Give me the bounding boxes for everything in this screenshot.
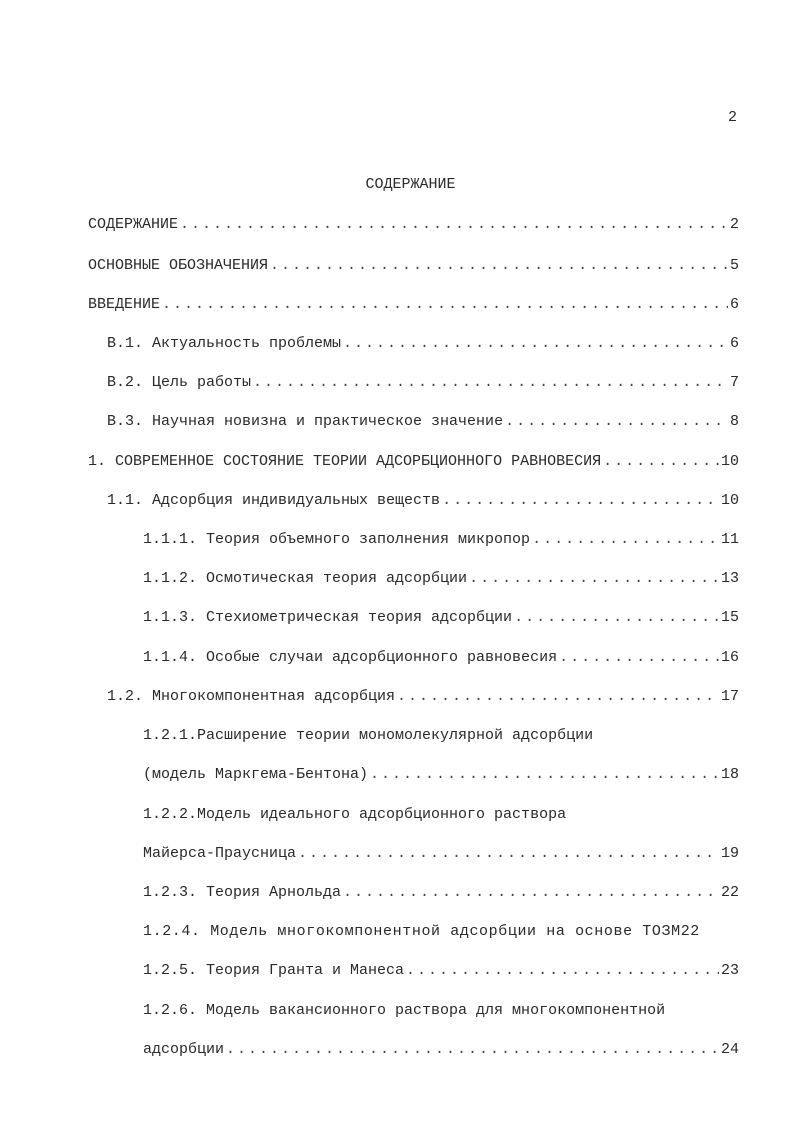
toc-entry-page: 19 bbox=[720, 845, 739, 862]
toc-entry-text: В.3. Научная новизна и практическое значение bbox=[107, 413, 504, 430]
toc-entry-text: 1.2.5. Теория Гранта и Манеса bbox=[143, 962, 405, 979]
toc-entry-page: 7 bbox=[729, 374, 739, 391]
toc-entry-page: 2 bbox=[729, 216, 739, 233]
toc-entry-text: 1.1.4. Особые случаи адсорбционного равновесия bbox=[143, 649, 558, 666]
toc-entry-page: 22 bbox=[680, 923, 700, 940]
toc-entry-text: ВВЕДЕНИЕ bbox=[88, 296, 161, 313]
toc-entry[interactable] bbox=[143, 530, 739, 550]
toc-entry-text: 1.2.2.Модель идеального адсорбционного раствора bbox=[143, 806, 567, 823]
toc-entry[interactable] bbox=[107, 491, 739, 511]
toc-entry[interactable] bbox=[143, 726, 593, 746]
toc-entry-text: 1.2. Многокомпонентная адсорбция bbox=[107, 688, 396, 705]
toc-entry-text: 1.1. Адсорбция индивидуальных веществ bbox=[107, 492, 441, 509]
toc-leader bbox=[469, 569, 719, 589]
toc-leader bbox=[514, 608, 719, 628]
toc-entry-page: 17 bbox=[720, 688, 739, 705]
toc-leader bbox=[406, 961, 719, 981]
toc-entry-page: 10 bbox=[720, 492, 739, 509]
page-title: СОДЕРЖАНИЕ bbox=[365, 176, 456, 193]
toc-entry[interactable] bbox=[143, 805, 566, 825]
toc-leader bbox=[505, 412, 728, 432]
toc-entry[interactable] bbox=[107, 687, 739, 707]
toc-entry-page: 10 bbox=[720, 453, 739, 470]
toc-entry-page: 13 bbox=[720, 570, 739, 587]
toc-entry-page: 5 bbox=[729, 257, 739, 274]
toc-entry[interactable] bbox=[88, 452, 739, 472]
toc-leader bbox=[270, 256, 728, 276]
toc-entry-text: Майерса-Праусница bbox=[143, 845, 297, 862]
toc-leader bbox=[442, 491, 719, 511]
toc-leader bbox=[180, 215, 728, 235]
toc-entry[interactable] bbox=[88, 256, 739, 276]
toc-entry[interactable] bbox=[143, 765, 739, 785]
toc-entry[interactable] bbox=[143, 1001, 665, 1021]
toc-entry-page: 22 bbox=[720, 884, 739, 901]
toc-leader bbox=[603, 452, 719, 472]
toc-leader bbox=[343, 334, 728, 354]
toc-entry-text: (модель Маркгема-Бентона) bbox=[143, 766, 369, 783]
toc-entry[interactable] bbox=[143, 1040, 739, 1060]
toc-entry[interactable] bbox=[88, 215, 739, 235]
toc-entry-page: 11 bbox=[720, 531, 739, 548]
toc-entry-text: 1.2.6. Модель вакансионного раствора для многокомпонентной bbox=[143, 1002, 666, 1019]
toc-leader bbox=[343, 883, 719, 903]
toc-entry[interactable] bbox=[88, 295, 739, 315]
toc-entry-page: 23 bbox=[720, 962, 739, 979]
toc-entry-text: В.1. Актуальность проблемы bbox=[107, 335, 342, 352]
toc-entry-page: 6 bbox=[729, 296, 739, 313]
toc-leader bbox=[226, 1040, 719, 1060]
toc-entry[interactable] bbox=[143, 922, 700, 942]
toc-entry-text: адсорбции bbox=[143, 1041, 225, 1058]
toc-entry-page: 8 bbox=[729, 413, 739, 430]
toc-entry[interactable] bbox=[143, 883, 739, 903]
toc-entry-text: 1. СОВРЕМЕННОЕ СОСТОЯНИЕ ТЕОРИИ АДСОРБЦИОННОГО РАВНОВЕСИЯ bbox=[88, 453, 602, 470]
toc-entry[interactable] bbox=[107, 334, 739, 354]
toc-entry-text: 1.2.3. Теория Арнольда bbox=[143, 884, 342, 901]
toc-leader bbox=[370, 765, 719, 785]
toc-leader bbox=[532, 530, 719, 550]
toc-leader bbox=[559, 648, 719, 668]
toc-entry-text: 1.2.4. Модель многокомпонентной адсорбции на основе ТОЗМ bbox=[143, 923, 681, 940]
toc-entry-page: 15 bbox=[720, 609, 739, 626]
toc-entry-text: 1.1.3. Стехиометрическая теория адсорбции bbox=[143, 609, 513, 626]
toc-entry-text: 1.2.1.Расширение теории мономолекулярной адсорбции bbox=[143, 727, 594, 744]
toc-entry-text: В.2. Цель работы bbox=[107, 374, 252, 391]
toc-entry[interactable] bbox=[143, 961, 739, 981]
toc-entry[interactable] bbox=[143, 569, 739, 589]
toc-entry[interactable] bbox=[143, 608, 739, 628]
toc-leader bbox=[397, 687, 719, 707]
page-number: 2 bbox=[728, 109, 738, 126]
toc-entry-text: ОСНОВНЫЕ ОБОЗНАЧЕНИЯ bbox=[88, 257, 269, 274]
toc-entry-page: 16 bbox=[720, 649, 739, 666]
toc-entry-text: 1.1.2. Осмотическая теория адсорбции bbox=[143, 570, 468, 587]
toc-entry[interactable] bbox=[143, 648, 739, 668]
toc-entry[interactable] bbox=[143, 844, 739, 864]
toc-entry[interactable] bbox=[107, 412, 739, 432]
toc-entry-page: 24 bbox=[720, 1041, 739, 1058]
toc-leader bbox=[162, 295, 728, 315]
toc-leader bbox=[298, 844, 719, 864]
toc-entry-text: 1.1.1. Теория объемного заполнения микропор bbox=[143, 531, 531, 548]
toc-entry[interactable] bbox=[107, 373, 739, 393]
toc-leader bbox=[253, 373, 728, 393]
toc-entry-page: 18 bbox=[720, 766, 739, 783]
toc-entry-text: СОДЕРЖАНИЕ bbox=[88, 216, 179, 233]
toc-entry-page: 6 bbox=[729, 335, 739, 352]
